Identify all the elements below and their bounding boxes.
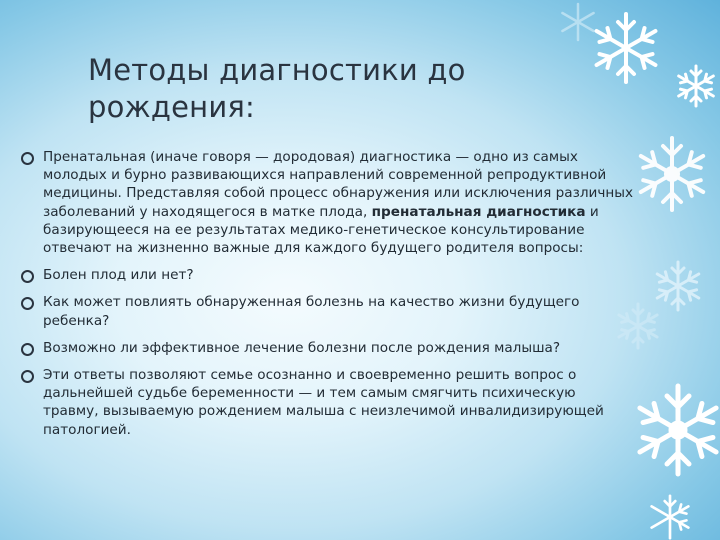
bullet-marker-icon [21,370,34,383]
bullet-item [20,366,635,439]
bullet-list [20,148,635,448]
snowflake-icon [628,380,720,480]
bullet-text: Пренатальная (иначе говоря — дородовая) диагностика — одно из самых молодых и бурно развивающихся направлений современной репродуктивной медицины. Представляя собой процесс обнаружения или исключения различных заболеваний у находящегося в матке плода, [43,149,634,220]
bullet-text: Возможно ли эффективное лечение болезни после рождения малыша? [43,339,561,356]
bullet-marker-icon [21,297,34,310]
bullet-text: Как может повлиять обнаруженная болезнь на качество жизни будущего ребенка? [43,294,580,329]
bullet-marker-icon [21,152,34,165]
bullet-text: и базирующееся на ее результатах медико-генетическое консультирование отвечают на жизненно важные для каждого будущего родителя вопросы: [43,203,599,257]
bullet-item [20,266,635,284]
snowflake-icon [672,62,720,110]
bullet-text: Эти ответы позволяют семье осознанно и своевременно решить вопрос о дальнейшей судьбе беременности — и тем самым смягчить психическую травму, вызываемую рождением малыша с неизлечимой инвалидизирующей патологией. [43,367,604,438]
bullet-bold-term: пренатальная диагностика [371,203,586,220]
bullet-text: Болен плод или нет? [43,267,194,284]
snowflake-icon [630,132,714,216]
bullet-item [20,148,635,257]
snowflake-icon [556,0,600,44]
bullet-marker-icon [21,270,34,283]
slide-title: Методы диагностики до рождения: [88,53,466,124]
bullet-item [20,339,635,357]
bullet-item [20,293,635,329]
snowflake-icon [640,494,700,540]
bullet-marker-icon [21,343,34,356]
